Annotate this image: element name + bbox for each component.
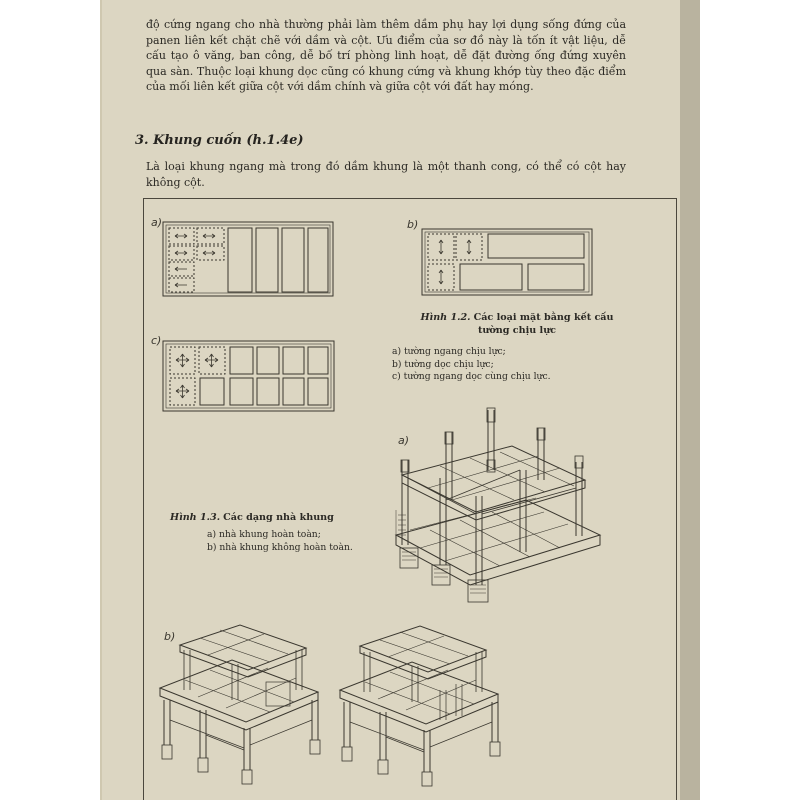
figure-1-2-caption <box>397 311 637 337</box>
frame-a-drawing <box>396 408 600 602</box>
figure-1-3-list <box>207 529 353 554</box>
plan-c-drawing <box>163 341 334 411</box>
figure-1-3-number: Hình 1.3. <box>170 512 221 523</box>
intro-paragraph: độ cứng ngang cho nhà thường phải làm thêm dầm phụ hay lợi dụng sống đứng của panen liên kết chặt chẽ với dầm và cột. Ưu điểm của sơ đồ này là tốn ít vật liệu, dễ cấu tạo ô văng, ban công, dễ bố trí phòng linh hoạt, dễ đặt đường ống đứng xuyên qua sàn. Thuộc loại khung dọc cũng có khung cứng và khung khớp tùy theo đặc điểm của mối liên kết giữa cột với dầm chính và giữa cột với đất hay móng. <box>146 18 626 94</box>
section-title: Khung cuốn <box>153 133 242 148</box>
section-number: 3. <box>135 133 149 148</box>
figure-1-2-item: c) tường ngang dọc cùng chịu lực. <box>392 371 551 383</box>
figure-1-2-title-2: tường chịu lực <box>477 325 557 336</box>
figure-1-2-item: b) tường dọc chịu lực; <box>392 358 494 370</box>
figure-1-2-item: a) tường ngang chịu lực; <box>392 346 506 357</box>
label-plan-a: a) <box>151 216 163 229</box>
label-plan-b: b) <box>407 218 419 231</box>
label-plan-c: c) <box>151 334 162 347</box>
plan-b-drawing <box>422 229 592 295</box>
figure-1-2-number: Hình 1.2. <box>420 312 471 323</box>
frame-b2-drawing <box>340 626 500 786</box>
figure-1-2-title-1: Các loại mặt bằng kết cấu <box>473 312 614 323</box>
label-frame-b: b) <box>164 630 176 643</box>
label-frame-a: a) <box>398 434 410 447</box>
section-ref: (h.1.4e) <box>246 133 304 148</box>
figure-1-3-item: a) nhà khung hoàn toàn; <box>207 529 321 540</box>
figure-1-3-caption <box>170 511 334 524</box>
frame-b1-drawing <box>160 625 320 784</box>
figure-1-3-item: b) nhà khung không hoàn toàn. <box>207 541 353 553</box>
plan-a-drawing <box>163 222 333 296</box>
figure-1-3-title: Các dạng nhà khung <box>223 512 334 523</box>
section-body: Là loại khung ngang mà trong đó dầm khung là một thanh cong, có thể có cột hay không cột. <box>146 160 626 189</box>
figure-1-2-list <box>392 346 551 384</box>
